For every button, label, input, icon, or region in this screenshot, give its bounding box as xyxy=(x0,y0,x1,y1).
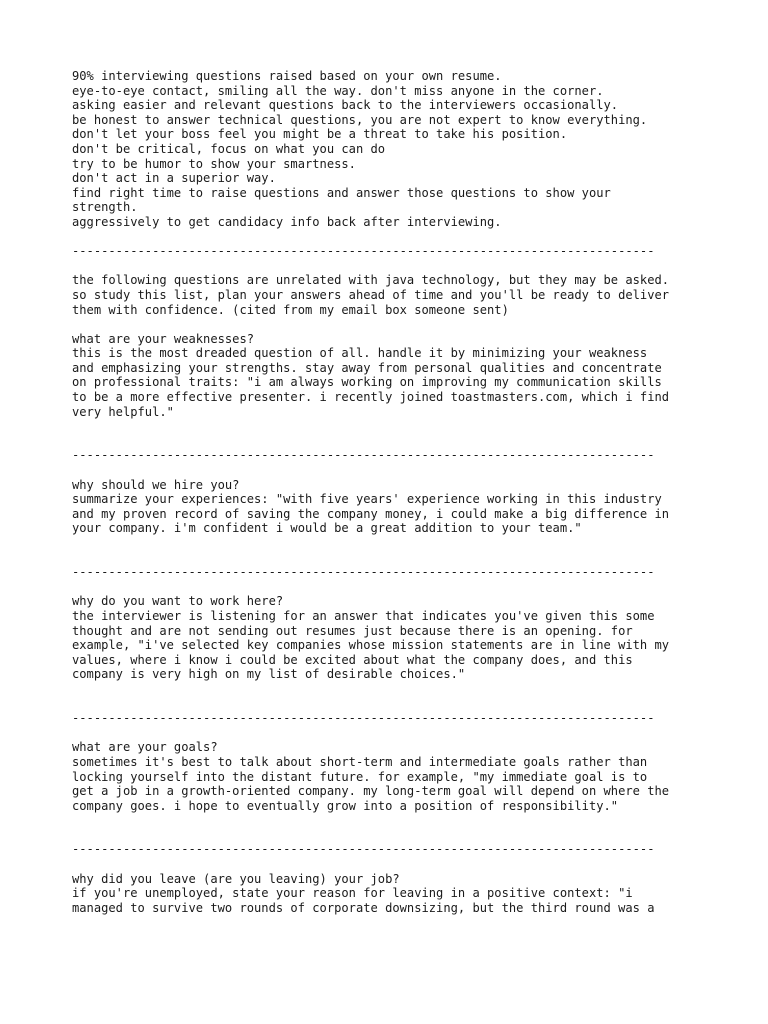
blank-line xyxy=(72,434,669,449)
blank-line xyxy=(72,230,669,245)
text-line: and emphasizing your strengths. stay away from personal qualities and concentrate xyxy=(72,360,662,375)
text-line: values, where i know i could be excited about what the company does, and this xyxy=(72,652,633,667)
text-line: sometimes it's best to talk about short-term and intermediate goals rather than xyxy=(72,754,648,769)
text-line: get a job in a growth-oriented company. my long-term goal will depend on where the xyxy=(72,784,670,799)
text-line: example, "i've selected key companies whose mission statements are in line with my xyxy=(72,638,670,653)
text-line: to be a more effective presenter. i recently joined toastmasters.com, which i find xyxy=(72,390,670,405)
section-divider: -------------------------------------------------------------------------------- xyxy=(72,565,655,580)
text-line: asking easier and relevant questions back to the interviewers occasionally. xyxy=(72,98,619,113)
section-divider: -------------------------------------------------------------------------------- xyxy=(72,448,655,463)
section-divider: -------------------------------------------------------------------------------- xyxy=(72,842,655,857)
blank-line xyxy=(72,697,669,712)
blank-line xyxy=(72,551,669,566)
text-line: don't let your boss feel you might be a threat to take his position. xyxy=(72,127,568,142)
text-line: so study this list, plan your answers ahead of time and you'll be ready to deliver xyxy=(72,287,670,302)
text-line: be honest to answer technical questions, you are not expert to know everything. xyxy=(72,112,648,127)
blank-line xyxy=(72,259,669,274)
text-line: summarize your experiences: "with five years' experience working in this industry xyxy=(72,492,662,507)
blank-line xyxy=(72,419,669,434)
text-line: aggressively to get candidacy info back after interviewing. xyxy=(72,214,502,229)
text-line: the interviewer is listening for an answer that indicates you've given this some xyxy=(72,608,655,623)
text-line: strength. xyxy=(72,200,138,215)
question-heading: what are your weaknesses? xyxy=(72,331,255,346)
blank-line xyxy=(72,857,669,872)
text-line: eye-to-eye contact, smiling all the way. don't miss anyone in the corner. xyxy=(72,83,604,98)
text-line: if you're unemployed, state your reason for leaving in a positive context: "i xyxy=(72,886,633,901)
section-divider: -------------------------------------------------------------------------------- xyxy=(72,244,655,259)
text-line: on professional traits: "i am always working on improving my communication skills xyxy=(72,375,662,390)
text-line: locking yourself into the distant future. for example, "my immediate goal is to xyxy=(72,769,648,784)
question-heading: what are your goals? xyxy=(72,740,218,755)
blank-line xyxy=(72,580,669,595)
text-line: this is the most dreaded question of all. handle it by minimizing your weakness xyxy=(72,346,648,361)
text-line: don't act in a superior way. xyxy=(72,171,276,186)
text-line: thought and are not sending out resumes just because there is an opening. for xyxy=(72,623,633,638)
question-heading: why do you want to work here? xyxy=(72,594,284,609)
blank-line xyxy=(72,317,669,332)
blank-line xyxy=(72,828,669,843)
text-line: try to be humor to show your smartness. xyxy=(72,156,356,171)
question-heading: why did you leave (are you leaving) your job? xyxy=(72,871,400,886)
text-line: don't be critical, focus on what you can do xyxy=(72,141,386,156)
text-line: the following questions are unrelated with java technology, but they may be asked. xyxy=(72,273,670,288)
blank-line xyxy=(72,463,669,478)
text-line: 90% interviewing questions raised based on your own resume. xyxy=(72,69,502,83)
text-line: find right time to raise questions and answer those questions to show your xyxy=(72,185,611,200)
text-line: your company. i'm confident i would be a great addition to your team." xyxy=(72,521,582,536)
question-heading: why should we hire you? xyxy=(72,477,240,492)
section-divider: -------------------------------------------------------------------------------- xyxy=(72,711,655,726)
text-line: company goes. i hope to eventually grow into a position of responsibility." xyxy=(72,798,619,813)
text-line: very helpful." xyxy=(72,404,174,419)
document-text xyxy=(72,69,669,915)
text-line: company is very high on my list of desirable choices." xyxy=(72,667,466,682)
text-line: and my proven record of saving the company money, i could make a big difference in xyxy=(72,506,670,521)
blank-line xyxy=(72,536,669,551)
blank-line xyxy=(72,682,669,697)
blank-line xyxy=(72,726,669,741)
text-line: managed to survive two rounds of corporate downsizing, but the third round was a xyxy=(72,900,655,915)
blank-line xyxy=(72,813,669,828)
text-line: them with confidence. (cited from my email box someone sent) xyxy=(72,302,509,317)
